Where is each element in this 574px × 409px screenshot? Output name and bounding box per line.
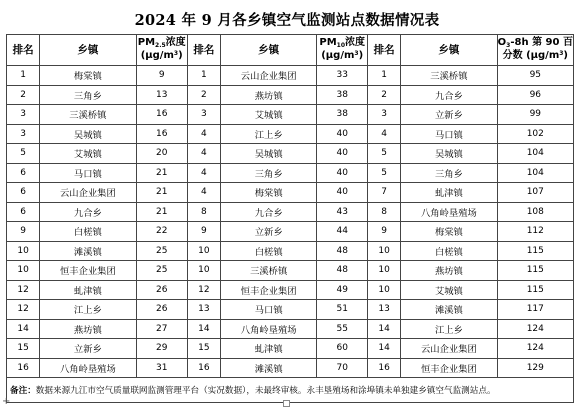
o3-value-cell: 96 — [497, 85, 573, 105]
pm25-subscript: 2.5 — [155, 42, 166, 49]
pm10-value-cell: 51 — [317, 300, 368, 320]
rank-cell: 14 — [368, 319, 401, 339]
note-text: 数据来源九江市空气质量联网监测管理平台（实况数据），未最终审核。永丰垦殖场和涂埠镇未单独建乡镇空气监测站点。 — [35, 386, 496, 396]
pm25-value-cell: 25 — [136, 261, 187, 281]
table-row — [7, 358, 574, 378]
o3-value-cell: 99 — [497, 105, 573, 125]
town-cell: 白槎镇 — [401, 241, 497, 261]
pm25-unit-close: ) — [178, 50, 183, 61]
table-row — [7, 66, 574, 86]
header-pm25 — [136, 35, 187, 66]
pm10-value-cell: 40 — [317, 144, 368, 164]
table-row — [7, 124, 574, 144]
town-cell: 九合乡 — [401, 85, 497, 105]
rank-cell: 13 — [187, 300, 220, 320]
town-cell: 艾城镇 — [40, 144, 136, 164]
header-rank-1: 排名 — [7, 35, 40, 66]
pm25-label-tail: 浓度 — [165, 37, 186, 48]
table-row — [7, 144, 574, 164]
pm25-value-cell: 31 — [136, 358, 187, 378]
rank-cell: 6 — [7, 183, 40, 203]
add-row-plus-icon[interactable]: + — [2, 396, 11, 407]
table-row — [7, 202, 574, 222]
table-row — [7, 85, 574, 105]
town-cell: 江上乡 — [401, 319, 497, 339]
o3-value-cell: 112 — [497, 222, 573, 242]
rank-cell: 10 — [368, 280, 401, 300]
pm25-value-cell: 22 — [136, 222, 187, 242]
town-cell: 滩溪镇 — [220, 358, 316, 378]
town-cell: 九合乡 — [220, 202, 316, 222]
town-cell: 燕坊镇 — [40, 319, 136, 339]
pm25-unit-sup: 3 — [173, 50, 179, 57]
pm25-value-cell: 16 — [136, 124, 187, 144]
page-title: 2024 年 9 月各乡镇空气监测站点数据情况表 — [134, 12, 440, 29]
pm10-value-cell: 38 — [317, 85, 368, 105]
resize-handle[interactable] — [283, 400, 290, 407]
pm10-unit: (μg/m — [321, 50, 355, 61]
town-cell: 九合乡 — [40, 202, 136, 222]
town-cell: 滩溪镇 — [40, 241, 136, 261]
rank-cell: 4 — [187, 183, 220, 203]
town-cell: 立新乡 — [40, 339, 136, 359]
o3-value-cell: 124 — [497, 319, 573, 339]
table-row — [7, 183, 574, 203]
rank-cell: 9 — [7, 222, 40, 242]
o3-value-cell: 104 — [497, 144, 573, 164]
pm10-subscript: 10 — [336, 42, 346, 49]
header-town-2: 乡镇 — [220, 35, 316, 66]
pm25-value-cell: 26 — [136, 280, 187, 300]
rank-cell: 8 — [368, 202, 401, 222]
town-cell: 八角岭垦殖场 — [40, 358, 136, 378]
o3-value-cell: 107 — [497, 183, 573, 203]
town-cell: 三角乡 — [220, 163, 316, 183]
rank-cell: 4 — [187, 124, 220, 144]
town-cell: 三角乡 — [401, 163, 497, 183]
o3-label: O — [497, 37, 507, 48]
town-cell: 三溪桥镇 — [40, 105, 136, 125]
rank-cell: 15 — [7, 339, 40, 359]
town-cell: 江上乡 — [220, 124, 316, 144]
header-o3 — [497, 35, 573, 66]
o3-value-cell: 95 — [497, 66, 573, 86]
town-cell: 三溪桥镇 — [220, 261, 316, 281]
pm25-value-cell: 9 — [136, 66, 187, 86]
note-cell — [7, 378, 574, 403]
town-cell: 虬津镇 — [220, 339, 316, 359]
town-cell: 白槎镇 — [40, 222, 136, 242]
header-rank-2: 排名 — [187, 35, 220, 66]
town-cell: 吴城镇 — [40, 124, 136, 144]
town-cell: 立新乡 — [401, 105, 497, 125]
rank-cell: 2 — [7, 85, 40, 105]
rank-cell: 16 — [368, 358, 401, 378]
table-row — [7, 241, 574, 261]
pm10-value-cell: 55 — [317, 319, 368, 339]
pm10-unit-close: ) — [358, 50, 364, 61]
o3-subscript: 3 — [506, 42, 511, 49]
town-cell: 恒丰企业集团 — [220, 280, 316, 300]
town-cell: 梅棠镇 — [401, 222, 497, 242]
rank-cell: 7 — [368, 183, 401, 203]
rank-cell: 5 — [368, 144, 401, 164]
pm10-value-cell: 43 — [317, 202, 368, 222]
pm25-unit: (μg/m — [140, 50, 174, 61]
rank-cell: 5 — [7, 144, 40, 164]
town-cell: 马口镇 — [401, 124, 497, 144]
pm10-value-cell: 38 — [317, 105, 368, 125]
pm25-value-cell: 13 — [136, 85, 187, 105]
town-cell: 马口镇 — [220, 300, 316, 320]
pm10-label: PM — [319, 37, 337, 48]
rank-cell: 14 — [187, 319, 220, 339]
town-cell: 白槎镇 — [220, 241, 316, 261]
town-cell: 立新乡 — [220, 222, 316, 242]
rank-cell: 9 — [368, 222, 401, 242]
table-row — [7, 105, 574, 125]
rank-cell: 3 — [368, 105, 401, 125]
rank-cell: 12 — [187, 280, 220, 300]
rank-cell: 14 — [7, 319, 40, 339]
town-cell: 恒丰企业集团 — [40, 261, 136, 281]
pm10-value-cell: 33 — [317, 66, 368, 86]
pm10-value-cell: 40 — [317, 163, 368, 183]
note-label: 备注： — [10, 386, 36, 396]
pm25-value-cell: 29 — [136, 339, 187, 359]
town-cell: 八角岭垦殖场 — [401, 202, 497, 222]
rank-cell: 6 — [7, 202, 40, 222]
pm10-value-cell: 60 — [317, 339, 368, 359]
rank-cell: 3 — [7, 105, 40, 125]
pm25-value-cell: 26 — [136, 300, 187, 320]
table-row — [7, 339, 574, 359]
pm25-value-cell: 27 — [136, 319, 187, 339]
rank-cell: 2 — [187, 85, 220, 105]
pm10-value-cell: 44 — [317, 222, 368, 242]
town-cell: 吴城镇 — [401, 144, 497, 164]
rank-cell: 5 — [368, 163, 401, 183]
header-town-1: 乡镇 — [40, 35, 136, 66]
table-row — [7, 222, 574, 242]
header-rank-3: 排名 — [368, 35, 401, 66]
rank-cell: 15 — [187, 339, 220, 359]
o3-value-cell: 115 — [497, 261, 573, 281]
table-row — [7, 261, 574, 281]
pm10-unit-sup: 3 — [354, 50, 359, 57]
rank-cell: 8 — [187, 202, 220, 222]
o3-value-cell: 104 — [497, 163, 573, 183]
pm10-label-tail: 浓度 — [345, 37, 366, 48]
table-row — [7, 163, 574, 183]
o3-value-cell: 124 — [497, 339, 573, 359]
rank-cell: 13 — [368, 300, 401, 320]
town-cell: 三溪桥镇 — [401, 66, 497, 86]
town-cell: 虬津镇 — [40, 280, 136, 300]
rank-cell: 16 — [7, 358, 40, 378]
rank-cell: 14 — [368, 339, 401, 359]
air-quality-table — [6, 34, 574, 403]
o3-unit-sup: 3 — [559, 50, 564, 57]
town-cell: 滩溪镇 — [401, 300, 497, 320]
pm25-value-cell: 20 — [136, 144, 187, 164]
rank-cell: 10 — [7, 261, 40, 281]
o3-value-cell: 115 — [497, 241, 573, 261]
town-cell: 江上乡 — [40, 300, 136, 320]
town-cell: 吴城镇 — [220, 144, 316, 164]
pm10-value-cell: 49 — [317, 280, 368, 300]
pm25-value-cell: 21 — [136, 202, 187, 222]
rank-cell: 6 — [7, 163, 40, 183]
town-cell: 云山企业集团 — [40, 183, 136, 203]
table-row — [7, 319, 574, 339]
pm25-value-cell: 21 — [136, 163, 187, 183]
o3-label-tail: -8h 第 90 百 — [510, 37, 573, 48]
town-cell: 燕坊镇 — [401, 261, 497, 281]
rank-cell: 1 — [368, 66, 401, 86]
town-cell: 八角岭垦殖场 — [220, 319, 316, 339]
pm25-value-cell: 25 — [136, 241, 187, 261]
o3-unit-close: ) — [563, 50, 568, 61]
rank-cell: 16 — [187, 358, 220, 378]
town-cell: 虬津镇 — [401, 183, 497, 203]
town-cell: 云山企业集团 — [401, 339, 497, 359]
rank-cell: 10 — [187, 241, 220, 261]
rank-cell: 12 — [7, 280, 40, 300]
o3-value-cell: 117 — [497, 300, 573, 320]
rank-cell: 2 — [368, 85, 401, 105]
rank-cell: 4 — [187, 163, 220, 183]
rank-cell: 12 — [7, 300, 40, 320]
rank-cell: 10 — [7, 241, 40, 261]
o3-value-cell: 102 — [497, 124, 573, 144]
pm10-value-cell: 70 — [317, 358, 368, 378]
pm25-value-cell: 21 — [136, 183, 187, 203]
pm10-value-cell: 40 — [317, 183, 368, 203]
o3-unit: 分数 (μg/m — [502, 50, 560, 61]
town-cell: 三角乡 — [40, 85, 136, 105]
rank-cell: 1 — [187, 66, 220, 86]
town-cell: 梅棠镇 — [220, 183, 316, 203]
town-cell: 云山企业集团 — [220, 66, 316, 86]
o3-value-cell: 129 — [497, 358, 573, 378]
header-row — [7, 35, 574, 66]
table-row — [7, 300, 574, 320]
pm10-value-cell: 48 — [317, 261, 368, 281]
note-row — [7, 378, 574, 403]
rank-cell: 10 — [368, 261, 401, 281]
town-cell: 梅棠镇 — [40, 66, 136, 86]
rank-cell: 10 — [368, 241, 401, 261]
town-cell: 燕坊镇 — [220, 85, 316, 105]
rank-cell: 4 — [368, 124, 401, 144]
o3-value-cell: 108 — [497, 202, 573, 222]
rank-cell: 3 — [7, 124, 40, 144]
pm10-value-cell: 48 — [317, 241, 368, 261]
header-town-3: 乡镇 — [401, 35, 497, 66]
pm25-label: PM — [137, 37, 156, 48]
rank-cell: 3 — [187, 105, 220, 125]
o3-value-cell: 115 — [497, 280, 573, 300]
rank-cell: 10 — [187, 261, 220, 281]
town-cell: 艾城镇 — [401, 280, 497, 300]
town-cell: 恒丰企业集团 — [401, 358, 497, 378]
rank-cell: 4 — [187, 144, 220, 164]
town-cell: 马口镇 — [40, 163, 136, 183]
table-row — [7, 280, 574, 300]
rank-cell: 1 — [7, 66, 40, 86]
pm25-value-cell: 16 — [136, 105, 187, 125]
town-cell: 艾城镇 — [220, 105, 316, 125]
pm10-value-cell: 40 — [317, 124, 368, 144]
rank-cell: 9 — [187, 222, 220, 242]
header-pm10 — [317, 35, 368, 66]
